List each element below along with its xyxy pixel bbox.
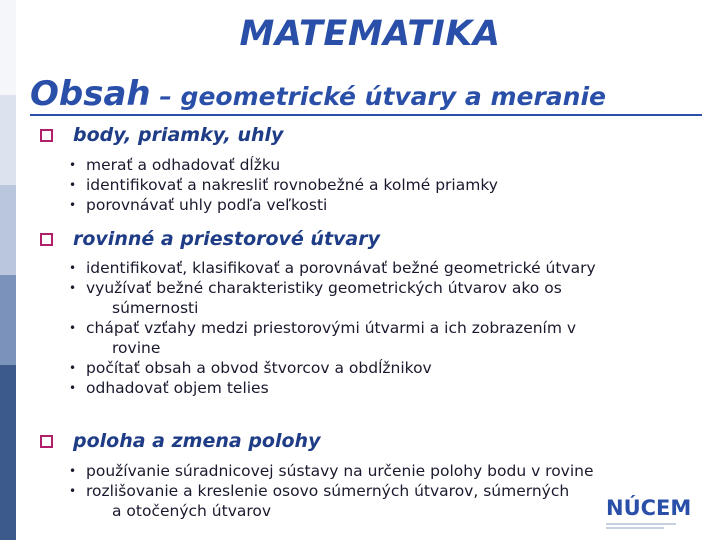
subtitle-lead: Obsah	[30, 74, 151, 114]
list-item: • používanie súradnicovej sústavy na určenie polohy bodu v rovine	[69, 461, 594, 481]
list-item-text: rozlišovanie a kreslenie osovo súmerných útvarov, súmerných	[86, 482, 570, 500]
list-item-continuation: a otočených útvarov	[112, 502, 272, 520]
list-item	[69, 481, 594, 521]
sidebar-band	[0, 365, 16, 540]
list-item	[69, 278, 596, 318]
square-bullet-icon	[40, 435, 53, 448]
square-bullet-icon	[40, 233, 53, 246]
bullet-list	[69, 155, 498, 215]
list-item	[69, 318, 596, 358]
section-title: poloha a zmena polohy	[73, 430, 321, 452]
bullet-list	[69, 258, 596, 398]
list-item: • počítať obsah a obvod štvorcov a obdĺžnikov	[69, 358, 596, 378]
sidebar-gradient	[0, 0, 16, 540]
sidebar-band	[0, 275, 16, 365]
square-bullet-icon	[40, 129, 53, 142]
bullet-list	[69, 461, 594, 521]
section-poloha	[40, 430, 594, 521]
nucem-logo	[606, 496, 692, 536]
list-item-text: chápať vzťahy medzi priestorovými útvarmi a ich zobrazením v	[86, 319, 577, 337]
title-underline	[30, 114, 702, 116]
list-item: • porovnávať uhly podľa veľkosti	[69, 195, 498, 215]
logo-subline	[606, 527, 664, 529]
sidebar-band	[0, 95, 16, 185]
section-body-priamky-uhly	[40, 124, 498, 215]
logo-subline	[606, 523, 676, 525]
section-rovinne-utvary	[40, 228, 596, 398]
section-title: body, priamky, uhly	[73, 124, 284, 146]
slide-title: MATEMATIKA	[239, 14, 501, 54]
list-item-continuation: rovine	[112, 339, 161, 357]
list-item: • odhadovať objem telies	[69, 378, 596, 398]
list-item-continuation: súmernosti	[112, 299, 199, 317]
logo-text: NÚCEM	[606, 496, 692, 520]
slide-subtitle	[30, 74, 606, 114]
section-header	[40, 124, 498, 146]
list-item: • merať a odhadovať dĺžku	[69, 155, 498, 175]
list-item: • identifikovať a nakresliť rovnobežné a kolmé priamky	[69, 175, 498, 195]
sidebar-band	[0, 185, 16, 275]
section-title: rovinné a priestorové útvary	[73, 228, 381, 250]
subtitle-rest: – geometrické útvary a meranie	[150, 82, 606, 111]
list-item: • identifikovať, klasifikovať a porovnávať bežné geometrické útvary	[69, 258, 596, 278]
section-header	[40, 228, 596, 250]
section-header	[40, 430, 594, 452]
list-item-text: využívať bežné charakteristiky geometrických útvarov ako os	[86, 279, 562, 297]
